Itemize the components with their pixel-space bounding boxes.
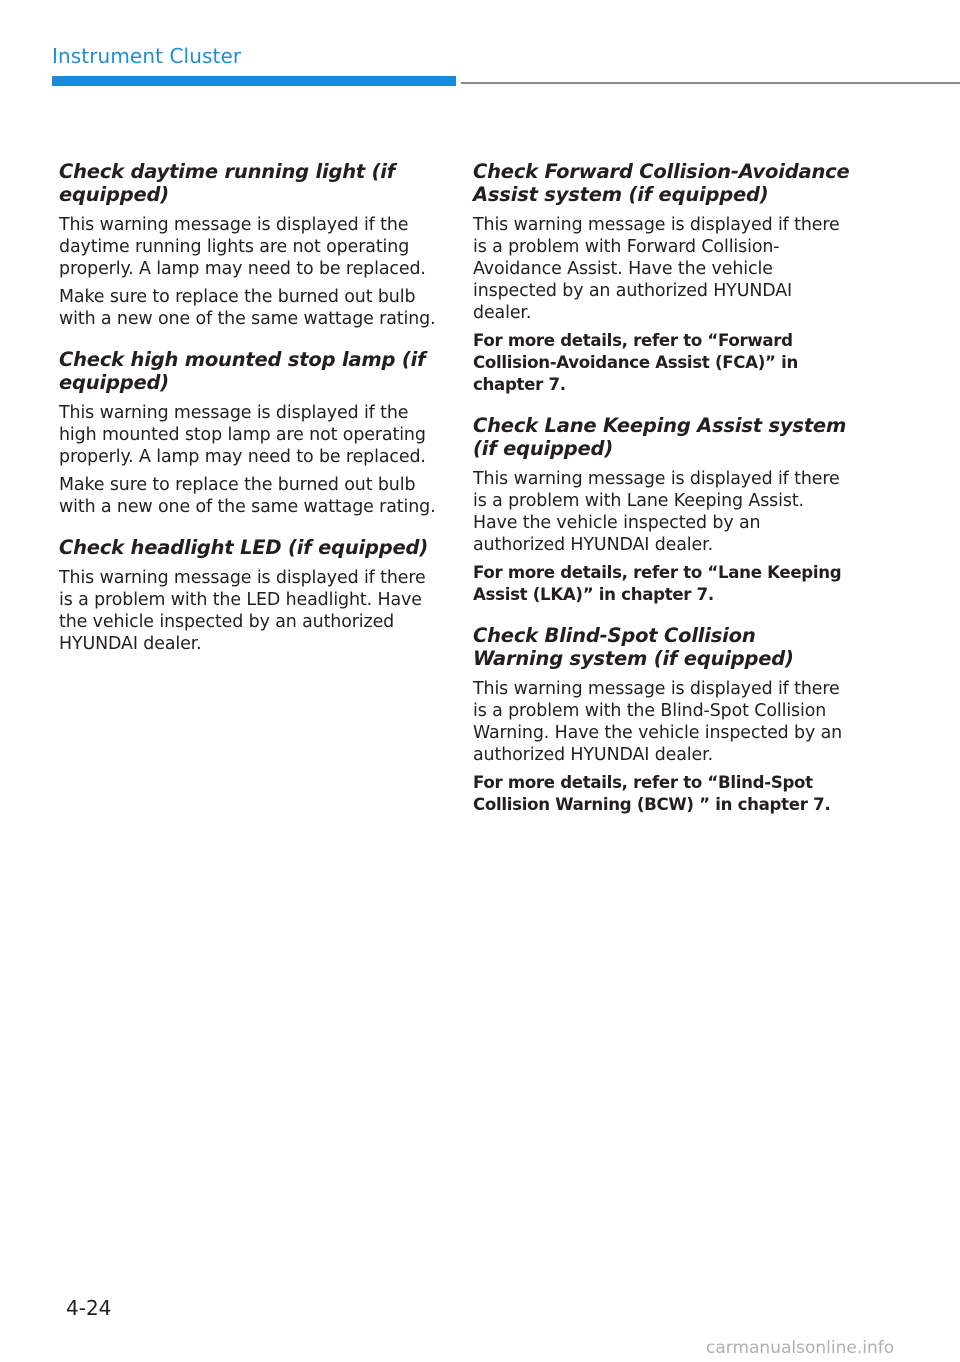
paragraph: This warning message is displayed if the high mounted stop lamp are not operating properly. A lamp may need to be replaced. — [59, 403, 426, 467]
section-headlight-led — [59, 536, 437, 655]
section-high-mounted-stop-lamp — [59, 348, 437, 518]
reference-note: For more details, refer to “Lane Keeping Assist (LKA)” in chapter 7. — [473, 563, 842, 604]
section-title: Check high mounted stop lamp (if equipped) — [59, 348, 426, 394]
left-column — [59, 160, 437, 673]
section-title: Check Lane Keeping Assist system (if equipped) — [473, 414, 847, 460]
watermark: carmanualsonline.info — [706, 1338, 895, 1358]
paragraph: This warning message is displayed if there is a problem with Forward Collision-Avoidance Assist. Have the vehicle inspected by an authorized HYUNDAI dealer. — [473, 215, 840, 323]
section-title: Check daytime running light (if equipped) — [59, 160, 396, 206]
paragraph: This warning message is displayed if there is a problem with the Blind-Spot Collision Warning. Have the vehicle inspected by an authorized HYUNDAI dealer. — [473, 679, 843, 765]
page-header-title: Instrument Cluster — [52, 44, 242, 68]
page-number: 4-24 — [66, 1296, 112, 1320]
header-accent-bar — [52, 76, 456, 86]
section-blind-spot-collision-warning — [473, 624, 851, 816]
section-daytime-running-light — [59, 160, 437, 330]
section-forward-collision-avoidance — [473, 160, 851, 396]
paragraph: Make sure to replace the burned out bulb with a new one of the same wattage rating. — [59, 287, 436, 329]
header-rule — [461, 82, 960, 84]
paragraph: Make sure to replace the burned out bulb with a new one of the same wattage rating. — [59, 475, 436, 517]
paragraph: This warning message is displayed if the daytime running lights are not operating properly. A lamp may need to be replaced. — [59, 215, 426, 279]
section-title: Check Blind-Spot Collision Warning system (if equipped) — [473, 624, 794, 670]
reference-note: For more details, refer to “Forward Collision-Avoidance Assist (FCA)” in chapter 7. — [473, 331, 798, 394]
reference-note: For more details, refer to “Blind-Spot Collision Warning (BCW) ” in chapter 7. — [473, 773, 831, 814]
right-column — [473, 160, 851, 834]
section-lane-keeping-assist — [473, 414, 851, 606]
paragraph: This warning message is displayed if there is a problem with the LED headlight. Have the vehicle inspected by an authorized HYUNDAI dealer. — [59, 568, 426, 654]
paragraph: This warning message is displayed if there is a problem with Lane Keeping Assist. Have the vehicle inspected by an authorized HYUNDAI dealer. — [473, 469, 840, 555]
section-title: Check Forward Collision-Avoidance Assist system (if equipped) — [473, 160, 850, 206]
section-title: Check headlight LED (if equipped) — [59, 536, 429, 559]
